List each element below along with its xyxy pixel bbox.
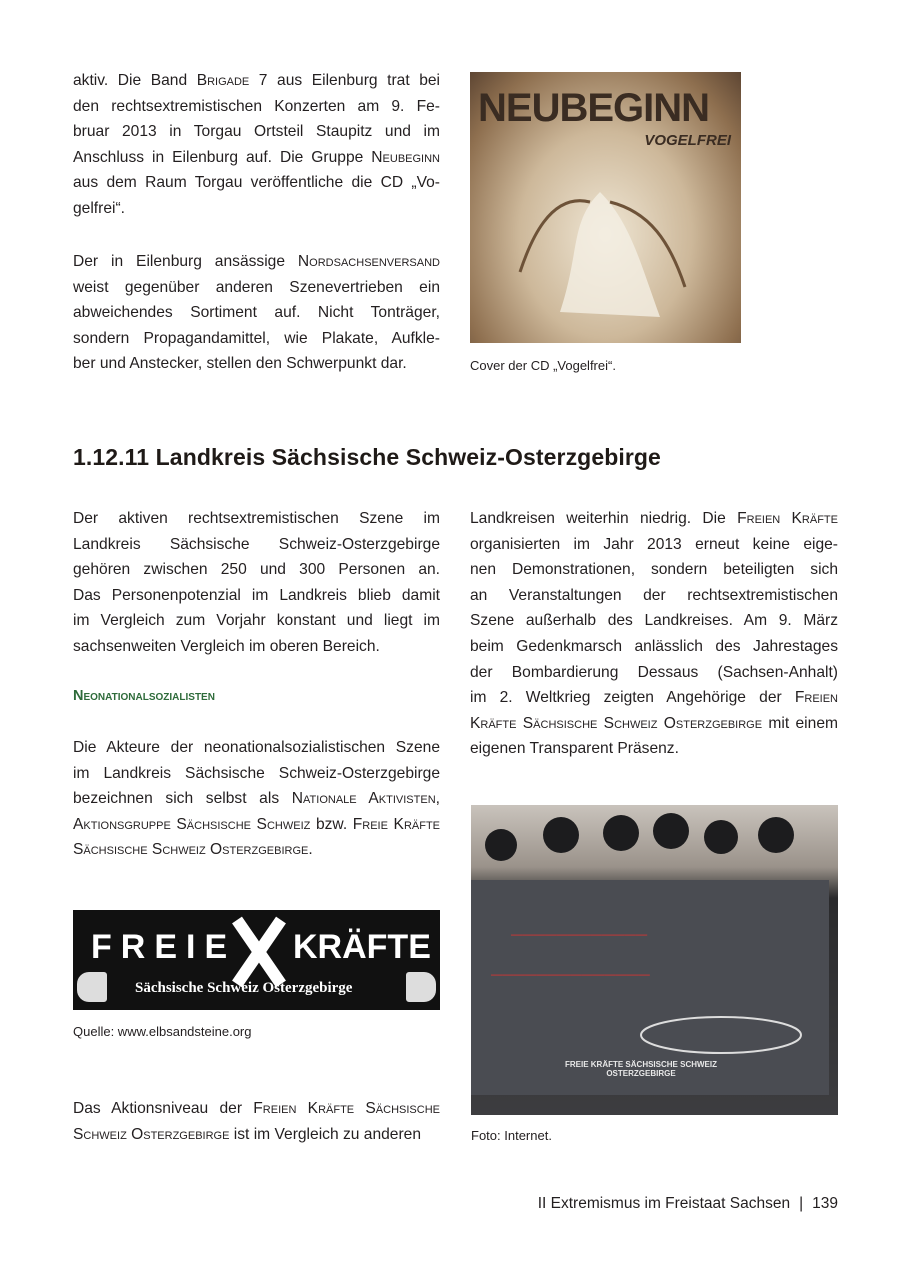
text-segment: mit einem bbox=[762, 714, 838, 732]
text-segment: bruar 2013 in Torgau Ortsteil Staupitz und im bbox=[73, 123, 440, 141]
megaphone-left-icon bbox=[77, 972, 107, 1002]
small-caps-name: Freie Kräfte bbox=[352, 815, 440, 833]
text-segment: abweichendes Sortiment auf. Nicht Tonträger, bbox=[73, 304, 440, 322]
text-segment: gehören zwischen 250 und 300 Personen an. bbox=[73, 561, 440, 579]
text-segment: im Landkreis Sächsische Schweiz-Osterzgebirge bbox=[73, 764, 440, 782]
text-segment: Das Personenpotenzial im Landkreis blieb damit bbox=[73, 586, 440, 604]
text-line bbox=[73, 351, 440, 377]
text-line bbox=[470, 608, 838, 634]
text-segment: nen Demonstrationen, sondern beteiligten sich bbox=[470, 561, 838, 579]
paragraph-aktionsniveau bbox=[73, 1096, 440, 1147]
text-segment: im 2. Weltkrieg zeigten Angehörige der bbox=[470, 689, 795, 707]
text-line bbox=[470, 736, 838, 762]
text-segment: der Bombardierung Dessaus (Sachsen-Anhalt) bbox=[470, 663, 838, 681]
text-line bbox=[73, 249, 440, 275]
text-segment: organisierten im Jahr 2013 erneut keine eige- bbox=[470, 535, 838, 553]
text-segment: eigenen Transparent Präsenz. bbox=[470, 740, 679, 758]
banner-subtitle: Sächsische Schweiz Osterzgebirge bbox=[135, 980, 353, 996]
small-caps-name: Brigade bbox=[196, 72, 250, 89]
text-line bbox=[73, 275, 440, 301]
text-line bbox=[73, 196, 440, 222]
text-segment: im Vergleich zum Vorjahr konstant und liegt im bbox=[73, 612, 440, 630]
text-line bbox=[73, 300, 440, 326]
text-segment: Szene außerhalb des Landkreises. Am 9. März bbox=[470, 612, 838, 630]
small-caps-name: Freien Kräfte bbox=[737, 510, 838, 527]
paragraph-szene bbox=[73, 506, 440, 660]
page-footer bbox=[538, 1195, 838, 1213]
paragraph-akteure bbox=[73, 735, 440, 863]
small-caps-name: Kräfte Sächsische Schweiz Osterzgebirge bbox=[470, 714, 763, 732]
text-segment: sondern Propagandamittel, wie Plakate, Aufkle- bbox=[73, 329, 440, 347]
paragraph-brigade bbox=[73, 68, 440, 222]
text-segment: Der in Eilenburg ansässige bbox=[73, 253, 298, 270]
text-line bbox=[470, 557, 838, 583]
text-line bbox=[73, 761, 440, 787]
text-segment: aus dem Raum Torgau veröffentliche die CD „Vo- bbox=[73, 174, 440, 192]
small-caps-name: Neubeginn bbox=[371, 148, 440, 166]
text-segment: Landkreis Sächsische Schweiz-Osterzgebirge bbox=[73, 535, 440, 553]
footer-section: II Extremismus im Freistaat Sachsen bbox=[537, 1195, 791, 1212]
text-segment: Der aktiven rechtsextremistischen Szene im bbox=[73, 510, 440, 527]
footer-separator: | bbox=[799, 1195, 804, 1212]
section-heading: 1.12.11 Landkreis Sächsische Schweiz-Osterzgebirge bbox=[73, 444, 661, 470]
text-line bbox=[73, 94, 440, 120]
text-line bbox=[73, 1122, 440, 1148]
svg-text:────────────: ──────────── bbox=[511, 927, 648, 944]
text-segment: weist gegenüber anderen Szenevertrieben ein bbox=[73, 278, 440, 296]
text-line bbox=[73, 634, 440, 660]
text-line bbox=[73, 506, 440, 532]
text-line bbox=[73, 119, 440, 145]
small-caps-name: Aktionsgruppe Sächsische Schweiz bbox=[73, 815, 311, 833]
cover-album-name: VOGELFREI bbox=[644, 132, 731, 149]
text-line bbox=[73, 326, 440, 352]
text-segment: bzw. bbox=[310, 815, 353, 833]
text-segment: den rechtsextremistischen Konzerten am 9. Fe- bbox=[73, 97, 440, 115]
text-line bbox=[470, 532, 838, 558]
paragraph-nordsachsenversand bbox=[73, 249, 440, 377]
freie-kraefte-banner-image bbox=[73, 910, 440, 1010]
text-line bbox=[73, 735, 440, 761]
text-line bbox=[73, 812, 440, 838]
text-segment: aktiv. Die Band bbox=[73, 72, 197, 89]
text-segment: Anschluss in Eilenburg auf. Die Gruppe bbox=[73, 148, 372, 166]
text-line bbox=[73, 583, 440, 609]
text-segment: Die Akteure der neonationalsozialistischen Szene bbox=[73, 739, 440, 756]
text-segment: beim Gedenkmarsch anlässlich des Jahrestages bbox=[470, 637, 838, 655]
page-number: 139 bbox=[812, 1195, 838, 1212]
banner-title-right: KRÄFTE bbox=[293, 928, 431, 966]
text-line bbox=[470, 634, 838, 660]
small-caps-name: Freien bbox=[794, 689, 838, 707]
cover-caption: Cover der CD „Vogelfrei“. bbox=[470, 358, 616, 373]
text-segment: ist im Vergleich zu anderen bbox=[229, 1125, 421, 1143]
text-segment: . bbox=[308, 841, 313, 859]
text-segment: , bbox=[435, 790, 440, 808]
subheading-neonationalsozialisten: Neonationalsozialisten bbox=[73, 688, 215, 704]
paragraph-landkreisen bbox=[470, 506, 838, 762]
photo-banner-text: FREIE KRÄFTE SÄCHSISCHE SCHWEIZ OSTERZGEBIRGE bbox=[564, 1060, 717, 1078]
small-caps-name: Nationale Aktivisten bbox=[291, 790, 436, 808]
text-line bbox=[470, 685, 838, 711]
text-line bbox=[73, 532, 440, 558]
text-line bbox=[73, 1096, 440, 1122]
banner-title-left: FREIE bbox=[91, 928, 237, 966]
text-line bbox=[73, 608, 440, 634]
small-caps-name: Sächsische Schweiz Osterzgebirge bbox=[73, 841, 309, 859]
text-line bbox=[73, 68, 440, 94]
text-segment: sachsenweiten Vergleich im oberen Bereich. bbox=[73, 637, 380, 655]
cover-band-name: NEUBEGINN bbox=[478, 86, 710, 130]
text-line bbox=[470, 583, 838, 609]
megaphone-right-icon bbox=[406, 972, 436, 1002]
text-segment: an Veranstaltungen der rechtsextremistischen bbox=[470, 586, 838, 604]
photo-caption: Foto: Internet. bbox=[471, 1128, 552, 1143]
text-segment: 7 aus Eilenburg trat bei bbox=[249, 72, 441, 89]
small-caps-name: Nordsachsenversand bbox=[297, 253, 440, 270]
text-line bbox=[470, 711, 838, 737]
text-line bbox=[73, 837, 440, 863]
text-line bbox=[470, 506, 838, 532]
demonstration-photo bbox=[471, 805, 838, 1115]
svg-text:──────────────: ────────────── bbox=[491, 967, 650, 984]
text-segment: ber und Anstecker, stellen den Schwerpunkt dar. bbox=[73, 355, 407, 373]
text-line bbox=[73, 145, 440, 171]
text-segment: Landkreisen weiterhin niedrig. Die bbox=[470, 510, 738, 527]
text-line bbox=[73, 170, 440, 196]
text-line bbox=[73, 557, 440, 583]
cd-cover-image bbox=[470, 72, 741, 343]
small-caps-name: Schweiz Osterzgebirge bbox=[73, 1125, 230, 1143]
banner-caption: Quelle: www.elbsandsteine.org bbox=[73, 1024, 252, 1039]
text-segment: gelfrei“. bbox=[73, 199, 125, 217]
text-segment: Das Aktionsniveau der bbox=[73, 1100, 254, 1117]
text-line bbox=[73, 786, 440, 812]
text-line bbox=[470, 660, 838, 686]
small-caps-name: Freien Kräfte Sächsische bbox=[253, 1100, 440, 1117]
text-segment: bezeichnen sich selbst als bbox=[73, 790, 292, 808]
